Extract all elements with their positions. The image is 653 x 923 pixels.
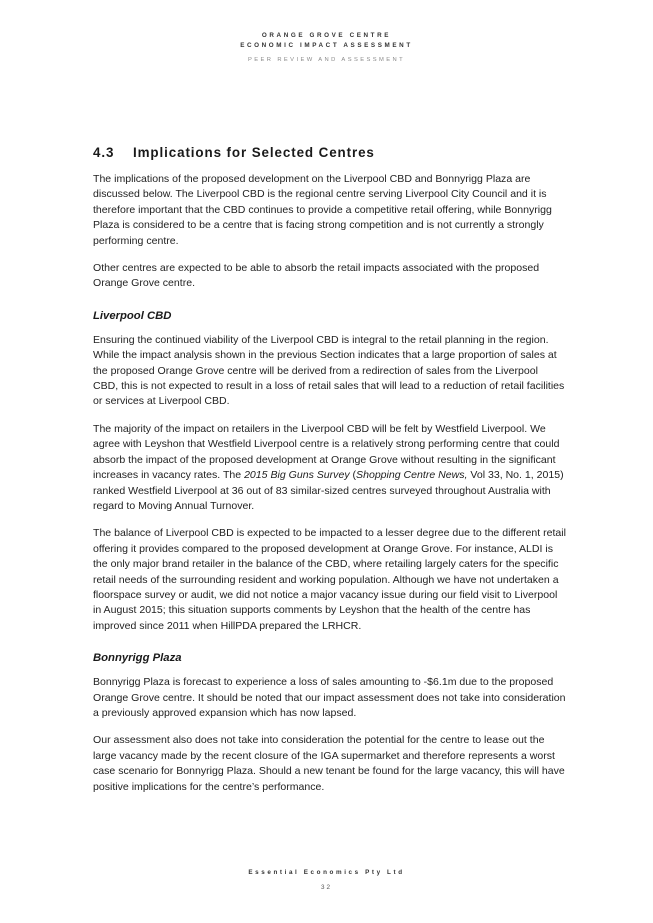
page-header <box>0 31 653 63</box>
page-footer <box>0 869 653 891</box>
bonnyrigg-paragraph-2: Our assessment also does not take into consideration the potential for the centre to lease out the large vacancy made by the recent closure of the IGA supermarket and therefore represents a worst case scenario for Bonnyrigg Plaza. Should a new tenant be found for the large vacancy, this will have positive implications for the centre’s performance. <box>93 734 565 793</box>
liverpool-paragraph-2 <box>93 422 566 514</box>
liverpool-cbd-heading: Liverpool CBD <box>93 309 172 322</box>
liverpool-paragraph-3: The balance of Liverpool CBD is expected to be impacted to a lesser degree due to the different retail offering it provides compared to the proposed development at Orange Grove. For instance, ALDI is the only major brand retailer in the balance of the CBD, where retailing largely caters for the specific retail needs of the surrounding resident and working population. Although we have not undertaken a floorspace survey or audit, we did not notice a major vacancy issue during our field visit to Liverpool in August 2015; this situation supports comments by Leyshon that the health of the centre has improved since 2011 when HillPDA prepared the LRHCR. <box>93 527 566 632</box>
footer-company: Essential Economics Pty Ltd <box>248 869 405 876</box>
header-title-line-1: ORANGE GROVE CENTRE <box>261 32 392 39</box>
survey-title: 2015 Big Guns Survey <box>244 469 350 482</box>
liverpool-p2-paren: ( <box>349 469 357 482</box>
bonnyrigg-plaza-heading: Bonnyrigg Plaza <box>93 652 182 665</box>
section-heading <box>93 145 566 160</box>
liverpool-p2-text-a: The majority of the impact on retailers in the Liverpool CBD will be felt by Westfield Liverpool. We agree with Leyshon that Westfield Liverpool centre is a relatively strong performing centre that could absorb the impact of the proposed development at Orange Grove without resulting in the significant increases in vacancy rates. The <box>93 422 560 482</box>
liverpool-paragraph-1: Ensuring the continued viability of the Liverpool CBD is integral to the retail planning in the region. While the impact analysis shown in the previous Section indicates that a large proportion of sales at the proposed Orange Grove centre will be derived from a redirection of sales from the Liverpool CBD, this is not expected to result in a loss of retail sales that will lead to a reduction of retail facilities or services at Liverpool CBD. <box>93 333 565 408</box>
liverpool-p2-text-b: Vol 33, No. 1, 2015) ranked Westfield Liverpool at 36 out of 83 similar-sized centres surveyed throughout Australia with regard to Moving Annual Turnover. <box>93 469 564 512</box>
section-title: Implications for Selected Centres <box>133 145 375 160</box>
intro-paragraph-2: Other centres are expected to be able to absorb the retail impacts associated with the proposed Orange Grove centre. <box>93 262 540 290</box>
header-title-line-2: ECONOMIC IMPACT ASSESSMENT <box>240 41 413 49</box>
document-body <box>93 145 566 807</box>
section-number: 4.3 <box>93 145 115 160</box>
bonnyrigg-paragraph-1: Bonnyrigg Plaza is forecast to experience a loss of sales amounting to -$6.1m due to the proposed Orange Grove centre. It should be noted that our impact assessment does not take into consideration a previously approved expansion which has now lapsed. <box>93 676 566 719</box>
intro-paragraph-1: The implications of the proposed development on the Liverpool CBD and Bonnyrigg Plaza are discussed below. The Liverpool CBD is the regional centre serving Liverpool City Council and it is therefore important that the CBD continues to provide a competitive retail offering, while Bonnyrigg Plaza is considered to be a centre that is facing strong competition and is not currently a strongly performing centre. <box>93 173 552 247</box>
page-number: 32 <box>320 884 332 891</box>
publication-title: Shopping Centre News, <box>356 469 468 482</box>
header-subtitle: PEER REVIEW AND ASSESSMENT <box>247 57 406 63</box>
